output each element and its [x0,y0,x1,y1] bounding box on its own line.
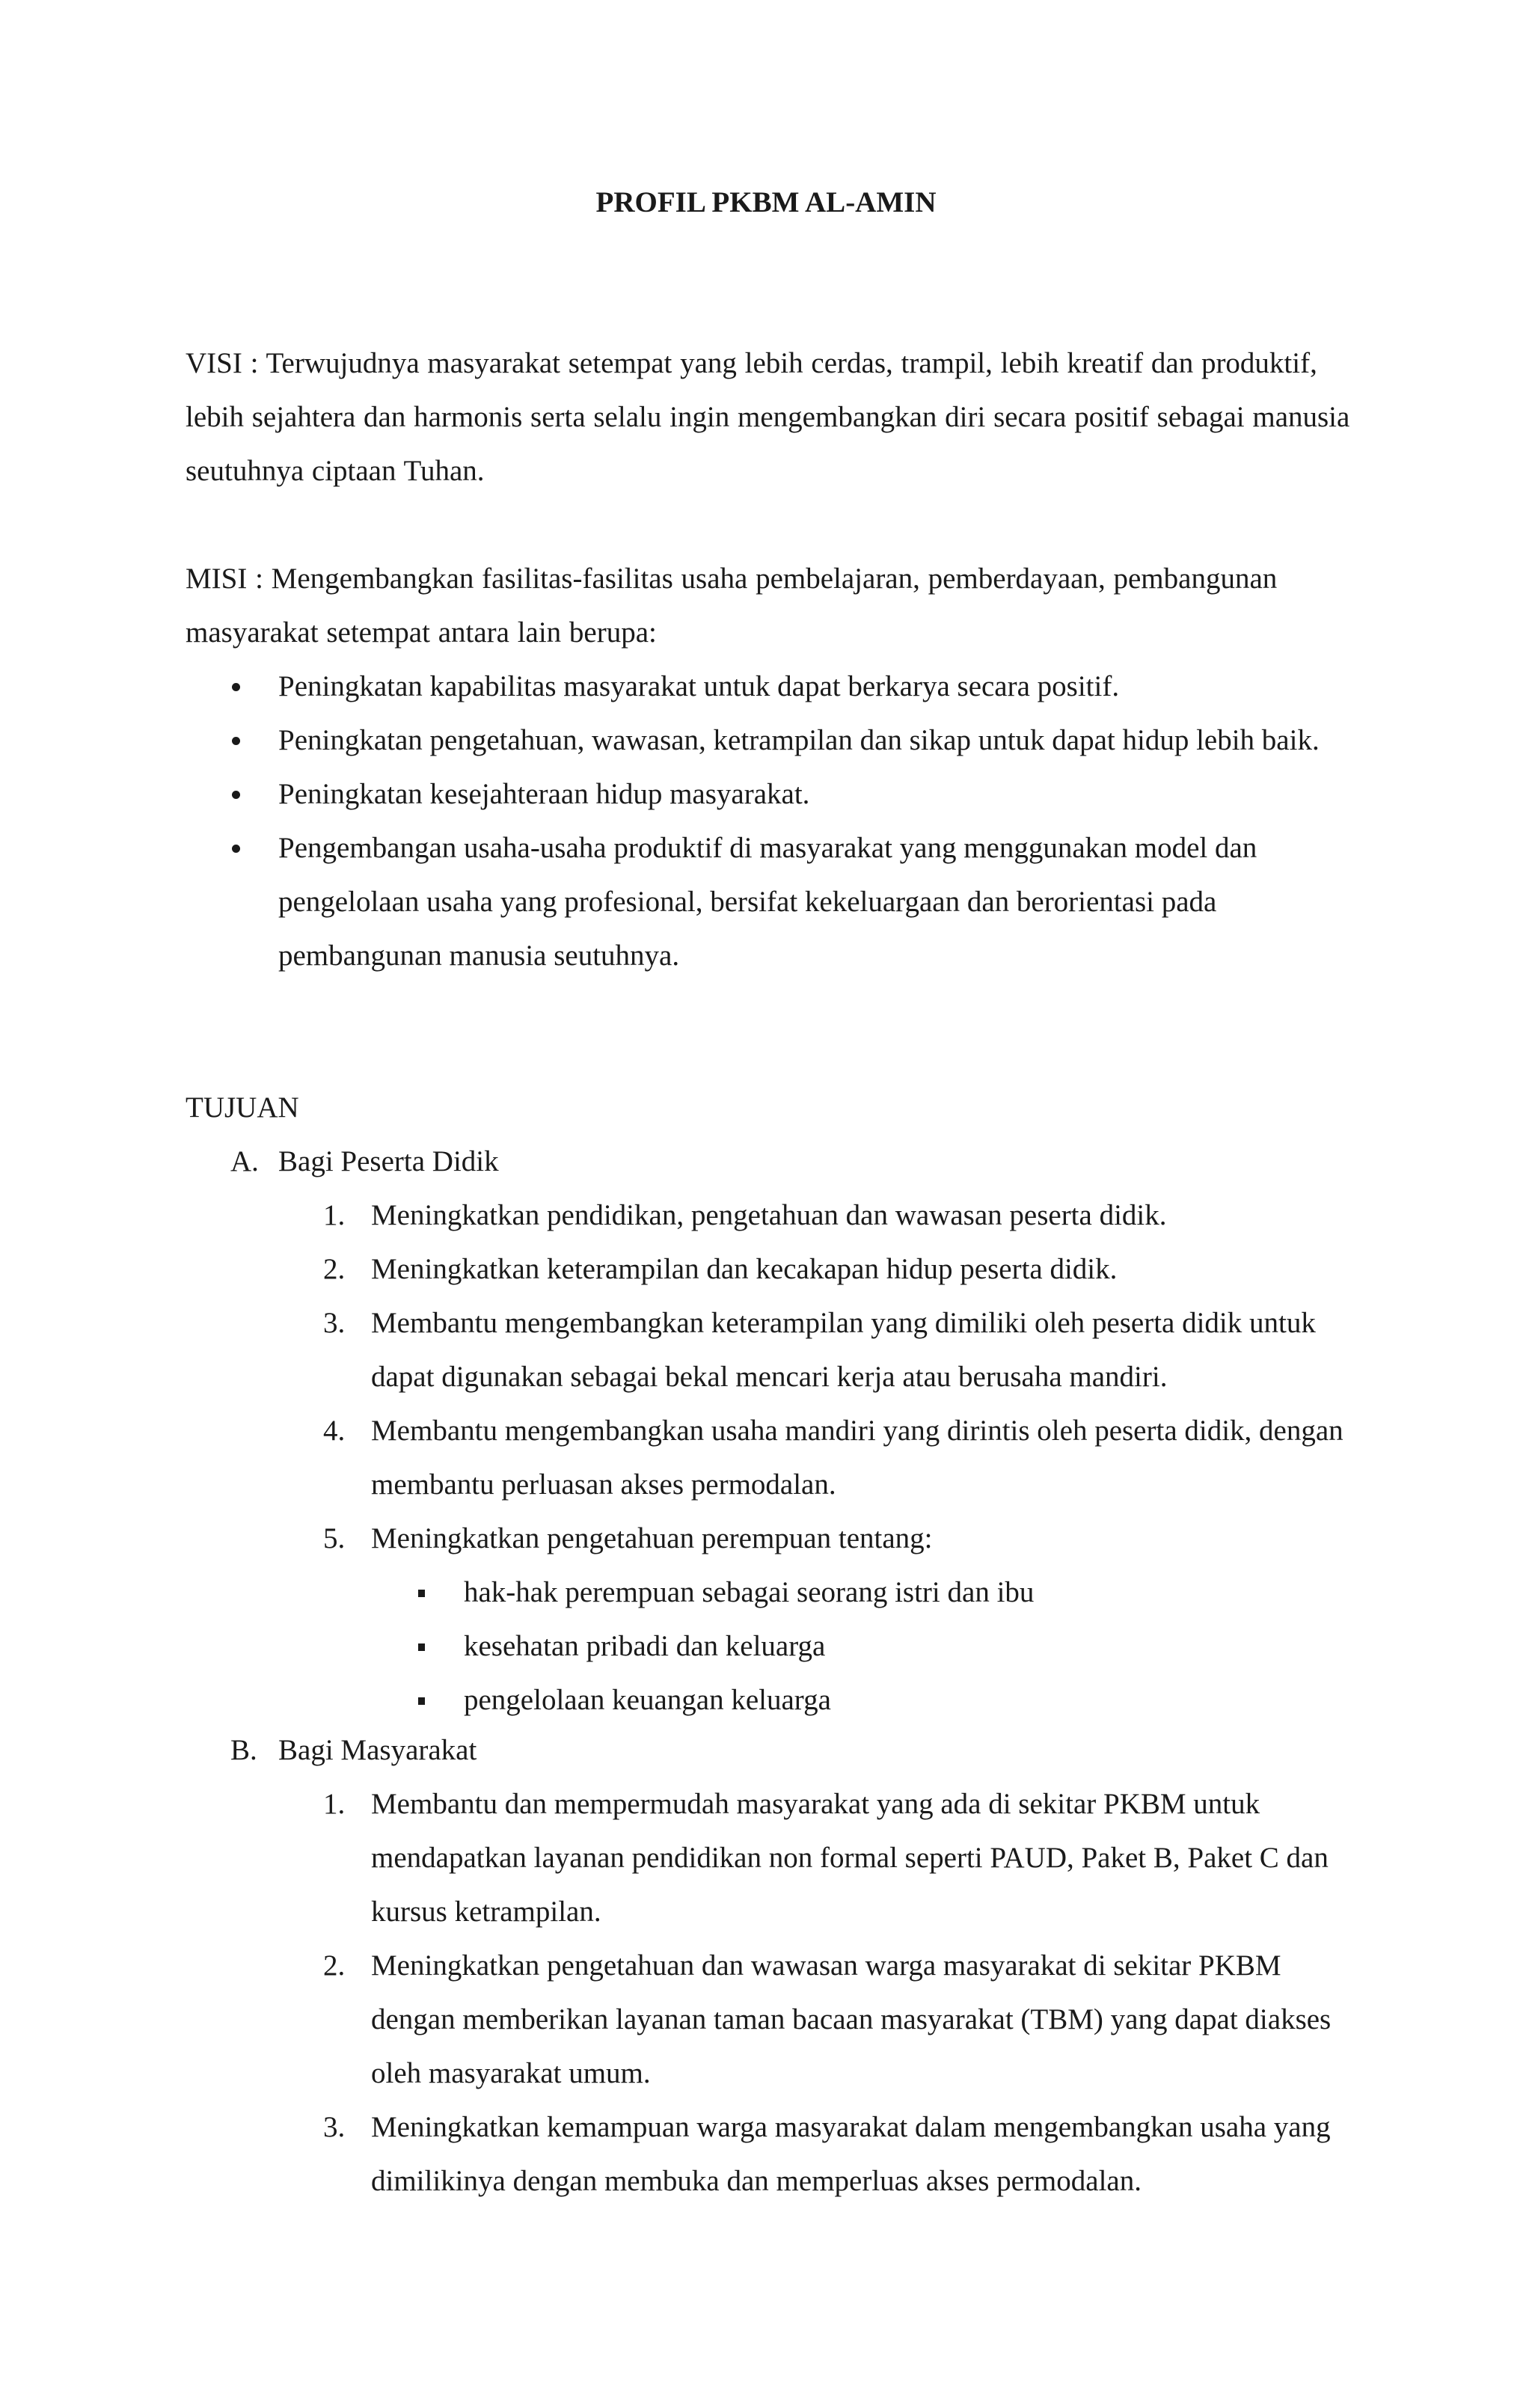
bullet-icon [232,683,240,691]
bullet-icon [232,791,240,799]
section-letter: B. [230,1734,257,1766]
list-item: Peningkatan kapabilitas masyarakat untuk dapat berkarya secara positif. [186,660,1352,714]
misi-paragraph: MISI : Mengembangkan fasilitas-fasilitas usaha pembelajaran, pemberdayaan, pembangunan masyarakat setempat antara lain berupa: [186,563,1278,649]
list-item: hak-hak perempuan sebagai seorang istri dan ibu [186,1566,1352,1620]
list-item: 4. Membantu mengembangkan usaha mandiri yang dirintis oleh peserta didik, dengan membantu perluasan akses permodalan. [323,1415,1343,1501]
square-bullet-icon [418,1643,425,1651]
list-item: 3. Membantu mengembangkan keterampilan yang dimiliki oleh peserta didik untuk dapat digunakan sebagai bekal mencari kerja atau berusaha mandiri. [323,1307,1316,1393]
list-item: 2. Meningkatkan keterampilan dan kecakapan hidup peserta didik. [323,1253,1118,1285]
section-title: Bagi Masyarakat [278,1734,477,1766]
list-item: kesehatan pribadi dan keluarga [186,1620,1352,1673]
section-letter: A. [230,1145,259,1177]
page-title: PROFIL PKBM AL-AMIN [595,186,937,218]
bullet-icon [232,737,240,745]
square-bullet-icon [418,1697,425,1705]
list-item: 2. Meningkatkan pengetahuan dan wawasan warga masyarakat di sekitar PKBM dengan memberikan layanan taman bacaan masyarakat (TBM) yang dapat diakses oleh masyarakat umum. [323,1949,1332,2089]
numbered-list [186,1189,1352,1566]
tujuan-heading: TUJUAN [186,1091,299,1124]
list-item: 1. Meningkatkan pendidikan, pengetahuan dan wawasan peserta didik. [323,1199,1167,1231]
list-item: Peningkatan pengetahuan, wawasan, ketrampilan dan sikap untuk dapat hidup lebih baik. [186,714,1352,768]
list-item: 1. Membantu dan mempermudah masyarakat yang ada di sekitar PKBM untuk mendapatkan layanan pendidikan non formal seperti PAUD, Paket B, Paket C dan kursus ketrampilan. [323,1788,1329,1928]
list-item: Peningkatan kesejahteraan hidup masyarakat. [186,768,1352,821]
sub-bullet-list [186,1566,1352,1727]
section-title: Bagi Peserta Didik [278,1145,499,1177]
numbered-list [186,1777,1352,2208]
bullet-icon [232,845,240,853]
list-item: 3. Meningkatkan kemampuan warga masyarakat dalam mengembangkan usaha yang dimilikinya dengan membuka dan memperluas akses permodalan. [323,2111,1331,2197]
list-item: Pengembangan usaha-usaha produktif di masyarakat yang menggunakan model dan pengelolaan usaha yang profesional, bersifat kekeluargaan dan berorientasi pada pembangunan manusia seutuhnya. [186,821,1352,983]
section-heading [186,1135,1352,1189]
section-peserta-didik [186,1135,1352,1727]
square-bullet-icon [418,1590,425,1597]
section-heading [186,1724,1352,1777]
list-item: 5. Meningkatkan pengetahuan perempuan tentang: [323,1522,933,1554]
list-item: pengelolaan keuangan keluarga [186,1673,1352,1727]
section-masyarakat [186,1724,1352,2208]
misi-list [186,660,1352,983]
visi-paragraph: VISI : Terwujudnya masyarakat setempat yang lebih cerdas, trampil, lebih kreatif dan produktif, lebih sejahtera dan harmonis serta selalu ingin mengembangkan diri secara positif sebagai manusia seutuhnya ciptaan Tuhan. [186,347,1350,487]
